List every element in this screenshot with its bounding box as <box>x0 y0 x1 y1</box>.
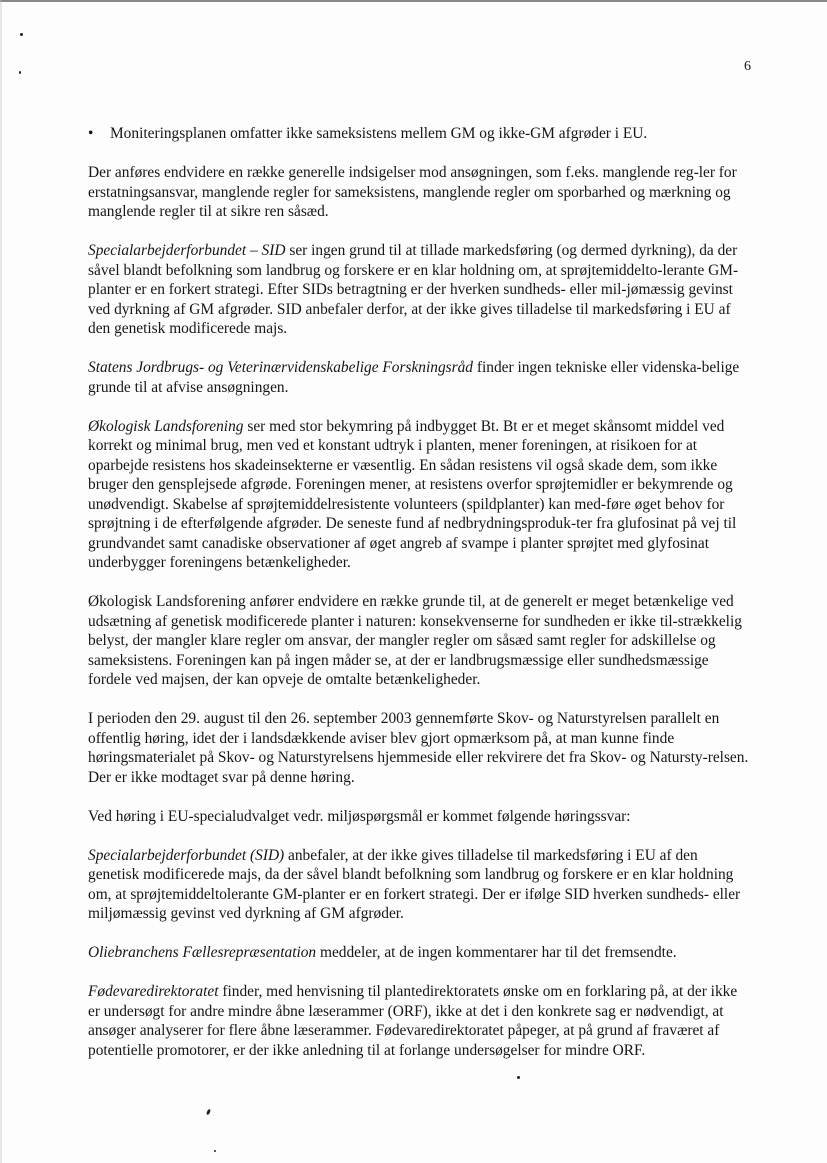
paragraph-food-directorate <box>88 982 752 1060</box>
paragraph-sid-response <box>88 846 752 924</box>
scan-speck <box>214 1150 216 1152</box>
paragraph-text: I perioden den 29. august til den 26. september 2003 gennemførte Skov- og Naturstyrelsen parallelt en offentlig høring, idet der i landsdækkende aviser blev gjort opmærksom på, at man kunne finde høringsmaterialet på Skov- og Naturstyrelsens hjemmeside eller rekvirere det fra Skov- og Natursty-relsen. Der er ikke modtaget svar på denne høring. <box>88 710 749 786</box>
scan-speck <box>20 33 23 36</box>
paragraph-text: Økologisk Landsforening anfører endvidere en række grunde til, at de generelt er meget betænkelige ved udsætning af genetisk modificerede planter i naturen: konsekvenserne for sundheden er ikke til-strækkelig belyst, der mangler klare regler om ansvar, der mangler regler om såsæd samt regler for adskillelse og sameksistens. Foreningen kan på ingen måder se, at der er landbrugsmæssige eller sundhedsmæssige fordele ved majsen, der kan opveje de omtalte betænkeligheder. <box>88 593 742 688</box>
paragraph-research-council <box>88 358 752 397</box>
bullet-text: Moniteringsplanen omfatter ikke sameksistens mellem GM og ikke-GM afgrøder i EU. <box>110 125 648 142</box>
bullet-item <box>88 124 752 144</box>
scan-speck <box>206 1109 211 1116</box>
paragraph-lead: Statens Jordbrugs- og Veterinærvidenskabelige Forskningsråd <box>88 359 474 376</box>
paragraph-text: ser med stor bekymring på indbygget Bt. Bt er et meget skånsomt middel ved korrekt og minimal brug, men ved et konstant udtryk i planten, mener foreningen, at risikoen for at oparbejde resistens hos skadeinsekterne er væsentlig. En sådan resistens vil også skade dem, som ikke bruger den gensplejsede afgrøde. Foreningen mener, at resistens overfor sprøjtemidler er bekymrende og unødvendigt. Skabelse af sprøjtemiddelresistente volunteers (spildplanter) kan med-føre øget behov for sprøjtning i de efterfølgende afgrøder. De seneste fund af nedbrydningsproduk-ter fra glufosinat på vej til grundvandet samt canadiske observationer af øget angreb af svampe i planter sprøjtet med glyfosinat underbygger foreningens betænkeligheder. <box>88 417 737 571</box>
paragraph-text: meddeler, at de ingen kommentarer har til det fremsendte. <box>316 944 677 961</box>
paragraph-lead: Specialarbejderforbundet – SID <box>88 242 286 259</box>
paragraph-text: finder ingen tekniske eller videnska-belige grunde til at afvise ansøgningen. <box>88 359 740 396</box>
bullet-icon: • <box>88 125 94 142</box>
paragraph-text: ser ingen grund til at tillade markedsføring (og dermed dyrkning), da der såvel blandt befolkning som landbrug og forskere er en klar holdning om, at sprøjtemiddelto-lerante GM-planter er en forkert strategi. Efter SIDs betragtning er der hverken sundheds- eller mil-jømæssig gevinst ved dyrkning af GM afgrøder. SID anbefaler derfor, at der ikke gives tilladelse til markedsføring i EU af den genetisk modificerede majs. <box>88 242 739 337</box>
paragraph-text: Der anføres endvidere en række generelle indsigelser mod ansøgningen, som f.eks. manglende reg-ler for erstatningsansvar, manglende regler for sameksistens, manglende regler om sporbarhed og mærkning og manglende regler til at sikre ren såsæd. <box>88 164 737 220</box>
scan-edge-left <box>0 0 2 1163</box>
paragraph-lead: Fødevaredirektoratet <box>88 983 219 1000</box>
paragraph-sid <box>88 241 752 339</box>
scan-speck <box>19 71 21 74</box>
paragraph-lead: Økologisk Landsforening <box>88 417 244 435</box>
paragraph-lead: Specialarbejderforbundet (SID) <box>88 846 285 864</box>
paragraph-general-objections <box>88 163 752 222</box>
scan-edge-top <box>0 0 827 2</box>
paragraph-lead: Oliebranchens Fællesrepræsentation <box>88 944 317 961</box>
paragraph-text: anbefaler, at der ikke gives tilladelse til markedsføring i EU af den genetisk modificerede majs, da der såvel blandt befolkning som landbrug og forskere er en klar holdning om, at sprøjtemiddeltolerante GM-planter er en forkert strategi. Der er ifølge SID hverken sundheds- eller miljømæssig gevinst ved dyrkning af GM afgrøder. <box>88 846 741 922</box>
document-body <box>88 124 752 1080</box>
paragraph-organic-association <box>88 417 752 573</box>
page-number: 6 <box>744 59 751 74</box>
paragraph-text: finder, med henvisning til plantedirektoratets ønske om en forklaring på, at der ikke er undersøgt for andre mindre åbne læserammer (ORF), ikke at det i den konkrete sag er nødvendigt, at ansøger analyserer for flere åbne læserammer. Fødevaredirektoratet påpeger, at på grund af fraværet af potentielle promotorer, er der ikke anledning til at forlange undersøgelser for mindre ORF. <box>88 983 738 1059</box>
paragraph-oil-industry <box>88 943 752 963</box>
paragraph-eu-committee <box>88 807 752 827</box>
paragraph-organic-association-further <box>88 592 752 690</box>
paragraph-public-hearing <box>88 709 752 787</box>
paragraph-text: Ved høring i EU-specialudvalget vedr. miljøspørgsmål er kommet følgende høringssvar: <box>88 807 631 825</box>
